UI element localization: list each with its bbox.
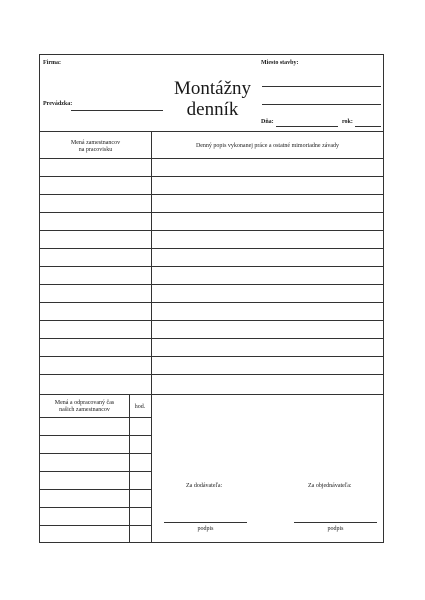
table-row-line (40, 230, 383, 231)
table-row-line (40, 374, 383, 375)
work-description-column-header: Denný popis vykonanej práce a ostatné mimoriadne závady (195, 143, 340, 149)
table-row-line (40, 338, 383, 339)
main-table-column-divider (151, 131, 152, 394)
firma-label: Firma: (43, 60, 61, 66)
table-row-line (40, 320, 383, 321)
supplier-signature-line[interactable] (164, 522, 247, 523)
montazny-dennik-form (39, 54, 384, 543)
customer-signature-line[interactable] (294, 522, 377, 523)
rok-label: rok: (342, 119, 353, 125)
header-divider (40, 131, 383, 132)
hours-row-line (40, 417, 151, 418)
lower-section-column-divider (151, 394, 152, 542)
table-row-line (40, 158, 383, 159)
lower-section-divider (40, 394, 383, 395)
employees-column-header: Mená zamestnancov na pracovisku (70, 140, 121, 153)
supplier-label: Za dodávateľa: (186, 483, 223, 489)
table-row-line (40, 302, 383, 303)
table-row-line (40, 356, 383, 357)
dna-field[interactable] (276, 126, 338, 127)
table-row-line (40, 194, 383, 195)
prevadzka-label: Prevádzka: (43, 101, 73, 107)
hours-table-header: Mená a odpracovaný čas našich zamestnancov (54, 400, 115, 413)
miesto-stavby-field-1[interactable] (262, 86, 381, 87)
table-row-line (40, 266, 383, 267)
miesto-stavby-field-2[interactable] (262, 104, 381, 105)
page-title (170, 78, 255, 120)
miesto-stavby-label: Miesto stavby: (261, 60, 299, 66)
hours-row-line (40, 507, 151, 508)
hours-row-line (40, 489, 151, 490)
hours-row-line (40, 453, 151, 454)
prevadzka-field[interactable] (71, 110, 163, 111)
supplier-signature-label: podpis (197, 526, 214, 532)
customer-label: Za objednávateľa: (308, 483, 352, 489)
hours-row-line (40, 471, 151, 472)
hod-column-header: hod. (134, 404, 146, 410)
table-row-line (40, 284, 383, 285)
rok-field[interactable] (355, 126, 381, 127)
hours-row-line (40, 435, 151, 436)
dna-label: Dňa: (261, 119, 274, 125)
hours-row-line (40, 525, 151, 526)
customer-signature-label: podpis (327, 526, 344, 532)
table-row-line (40, 212, 383, 213)
table-row-line (40, 176, 383, 177)
table-row-line (40, 248, 383, 249)
title-line-1: Montážny (173, 78, 252, 99)
title-line-2: denník (186, 99, 239, 120)
